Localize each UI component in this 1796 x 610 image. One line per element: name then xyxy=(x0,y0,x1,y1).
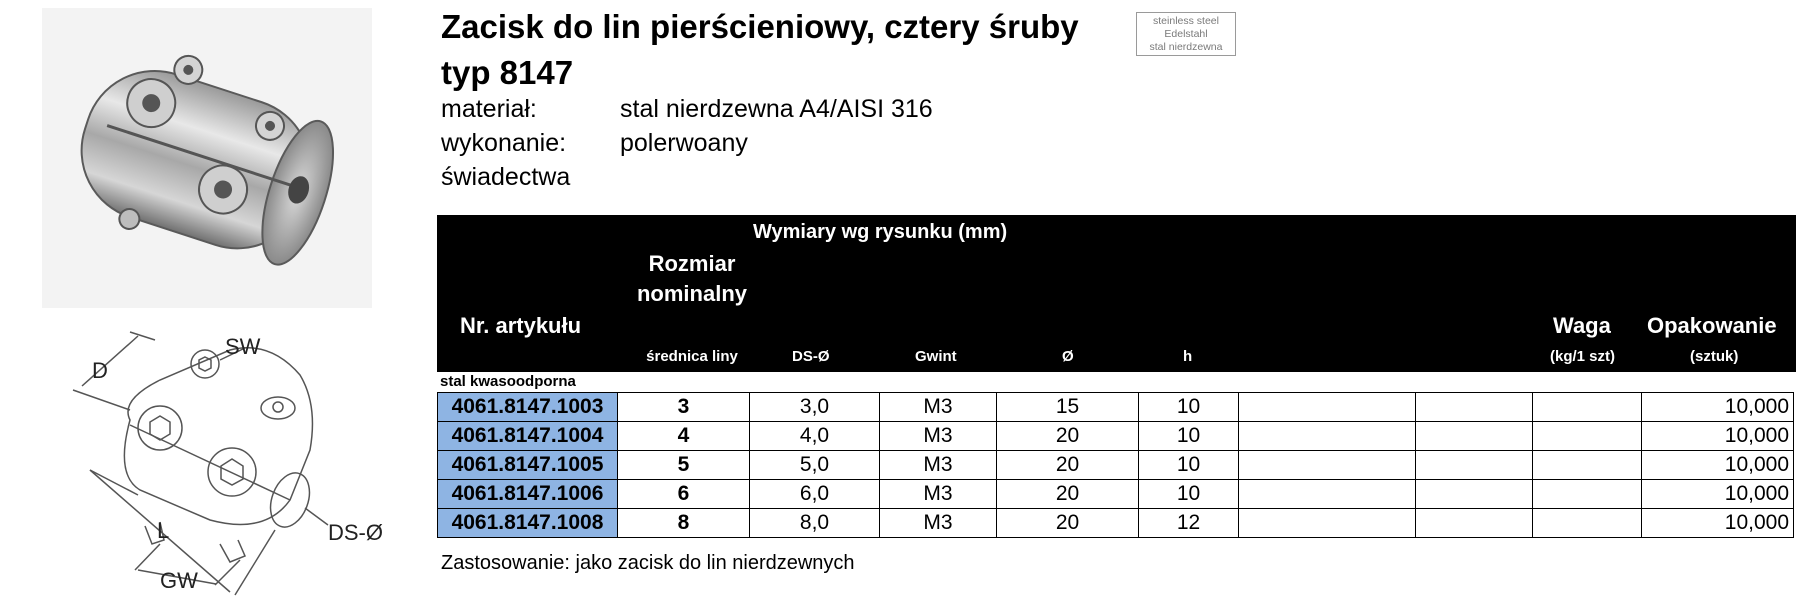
article-cell: 4061.8147.1003 xyxy=(438,393,618,422)
title-line-1: Zacisk do lin pierścieniowy, cztery śruby xyxy=(441,8,1079,45)
size-cell: 6 xyxy=(618,480,750,509)
spec-value-finish: polerwoany xyxy=(620,129,748,157)
usage-note: Zastosowanie: jako zacisk do lin nierdzewnych xyxy=(441,552,855,574)
article-cell: 4061.8147.1008 xyxy=(438,509,618,538)
pack-cell: 10,000 xyxy=(1642,509,1794,538)
material-stamp xyxy=(1136,12,1236,56)
h-cell: 10 xyxy=(1139,422,1239,451)
thread-cell: M3 xyxy=(880,422,997,451)
spec-label-certificates: świadectwa xyxy=(441,163,571,191)
product-title xyxy=(441,4,1079,96)
thread-cell: M3 xyxy=(880,480,997,509)
article-cell: 4061.8147.1006 xyxy=(438,480,618,509)
subheader-h: h xyxy=(1183,348,1193,365)
product-table xyxy=(437,392,1794,538)
h-cell: 10 xyxy=(1139,451,1239,480)
empty-cell xyxy=(1416,451,1533,480)
table-row xyxy=(438,509,1794,538)
weight-cell xyxy=(1533,509,1642,538)
technical-drawing xyxy=(60,330,400,600)
thread-cell: M3 xyxy=(880,393,997,422)
gw-label: GW xyxy=(160,568,198,593)
table-row xyxy=(438,393,1794,422)
empty-cell xyxy=(1416,422,1533,451)
empty-cell xyxy=(1416,393,1533,422)
size-cell: 4 xyxy=(618,422,750,451)
h-cell: 10 xyxy=(1139,393,1239,422)
ds-label: DS-Ø xyxy=(328,520,383,545)
table-row xyxy=(438,422,1794,451)
ds-cell: 3,0 xyxy=(750,393,880,422)
l-label: L xyxy=(157,518,170,543)
product-photo xyxy=(42,8,372,308)
dimensions-group-header: Wymiary wg rysunku (mm) xyxy=(753,221,1008,243)
rope-clamp-photo xyxy=(42,8,372,308)
empty-cell xyxy=(1239,451,1416,480)
empty-cell xyxy=(1416,509,1533,538)
subheader-thread: Gwint xyxy=(915,348,957,365)
section-label: stal kwasoodporna xyxy=(440,373,576,390)
table-row xyxy=(438,480,1794,509)
empty-cell xyxy=(1239,509,1416,538)
diameter-cell: 20 xyxy=(997,451,1139,480)
pack-cell: 10,000 xyxy=(1642,393,1794,422)
stamp-line-3: stal nierdzewna xyxy=(1149,41,1223,53)
table-body xyxy=(438,393,1794,538)
ds-cell: 6,0 xyxy=(750,480,880,509)
header-size-line1: Rozmiar xyxy=(648,251,736,276)
spec-label-material: materiał: xyxy=(441,95,537,123)
article-cell: 4061.8147.1005 xyxy=(438,451,618,480)
subheader-diameter: Ø xyxy=(1062,348,1074,365)
pack-cell: 10,000 xyxy=(1642,422,1794,451)
table-header xyxy=(437,215,1796,372)
weight-cell xyxy=(1533,422,1642,451)
article-cell: 4061.8147.1004 xyxy=(438,422,618,451)
weight-cell xyxy=(1533,393,1642,422)
empty-cell xyxy=(1239,393,1416,422)
subheader-size: średnica liny xyxy=(646,348,738,365)
header-packaging: Opakowanie xyxy=(1647,313,1777,338)
header-weight: Waga xyxy=(1553,313,1611,338)
ds-cell: 4,0 xyxy=(750,422,880,451)
h-cell: 12 xyxy=(1139,509,1239,538)
weight-cell xyxy=(1533,480,1642,509)
stamp-line-1: steinless steel xyxy=(1153,15,1219,27)
spec-label-finish: wykonanie: xyxy=(441,129,567,157)
pack-cell: 10,000 xyxy=(1642,480,1794,509)
dimension-diagram xyxy=(60,330,400,600)
spec-value-material: stal nierdzewna A4/AISI 316 xyxy=(620,95,933,123)
thread-cell: M3 xyxy=(880,451,997,480)
ds-cell: 8,0 xyxy=(750,509,880,538)
empty-cell xyxy=(1239,422,1416,451)
title-line-2: typ 8147 xyxy=(441,54,574,91)
d-label: D xyxy=(92,358,108,383)
h-cell: 10 xyxy=(1139,480,1239,509)
empty-cell xyxy=(1239,480,1416,509)
subheader-ds: DS-Ø xyxy=(792,348,830,365)
diameter-cell: 20 xyxy=(997,509,1139,538)
stamp-line-2: Edelstahl xyxy=(1164,28,1208,40)
header-article: Nr. artykułu xyxy=(460,313,582,338)
weight-cell xyxy=(1533,451,1642,480)
size-cell: 3 xyxy=(618,393,750,422)
ds-cell: 5,0 xyxy=(750,451,880,480)
thread-cell: M3 xyxy=(880,509,997,538)
empty-cell xyxy=(1416,480,1533,509)
diameter-cell: 20 xyxy=(997,422,1139,451)
pack-cell: 10,000 xyxy=(1642,451,1794,480)
diameter-cell: 20 xyxy=(997,480,1139,509)
subheader-pack-unit: (sztuk) xyxy=(1690,348,1739,365)
size-cell: 8 xyxy=(618,509,750,538)
sw-label: SW xyxy=(225,334,261,359)
table-row xyxy=(438,451,1794,480)
subheader-weight-unit: (kg/1 szt) xyxy=(1550,348,1616,365)
diameter-cell: 15 xyxy=(997,393,1139,422)
header-size-line2: nominalny xyxy=(636,281,747,306)
size-cell: 5 xyxy=(618,451,750,480)
